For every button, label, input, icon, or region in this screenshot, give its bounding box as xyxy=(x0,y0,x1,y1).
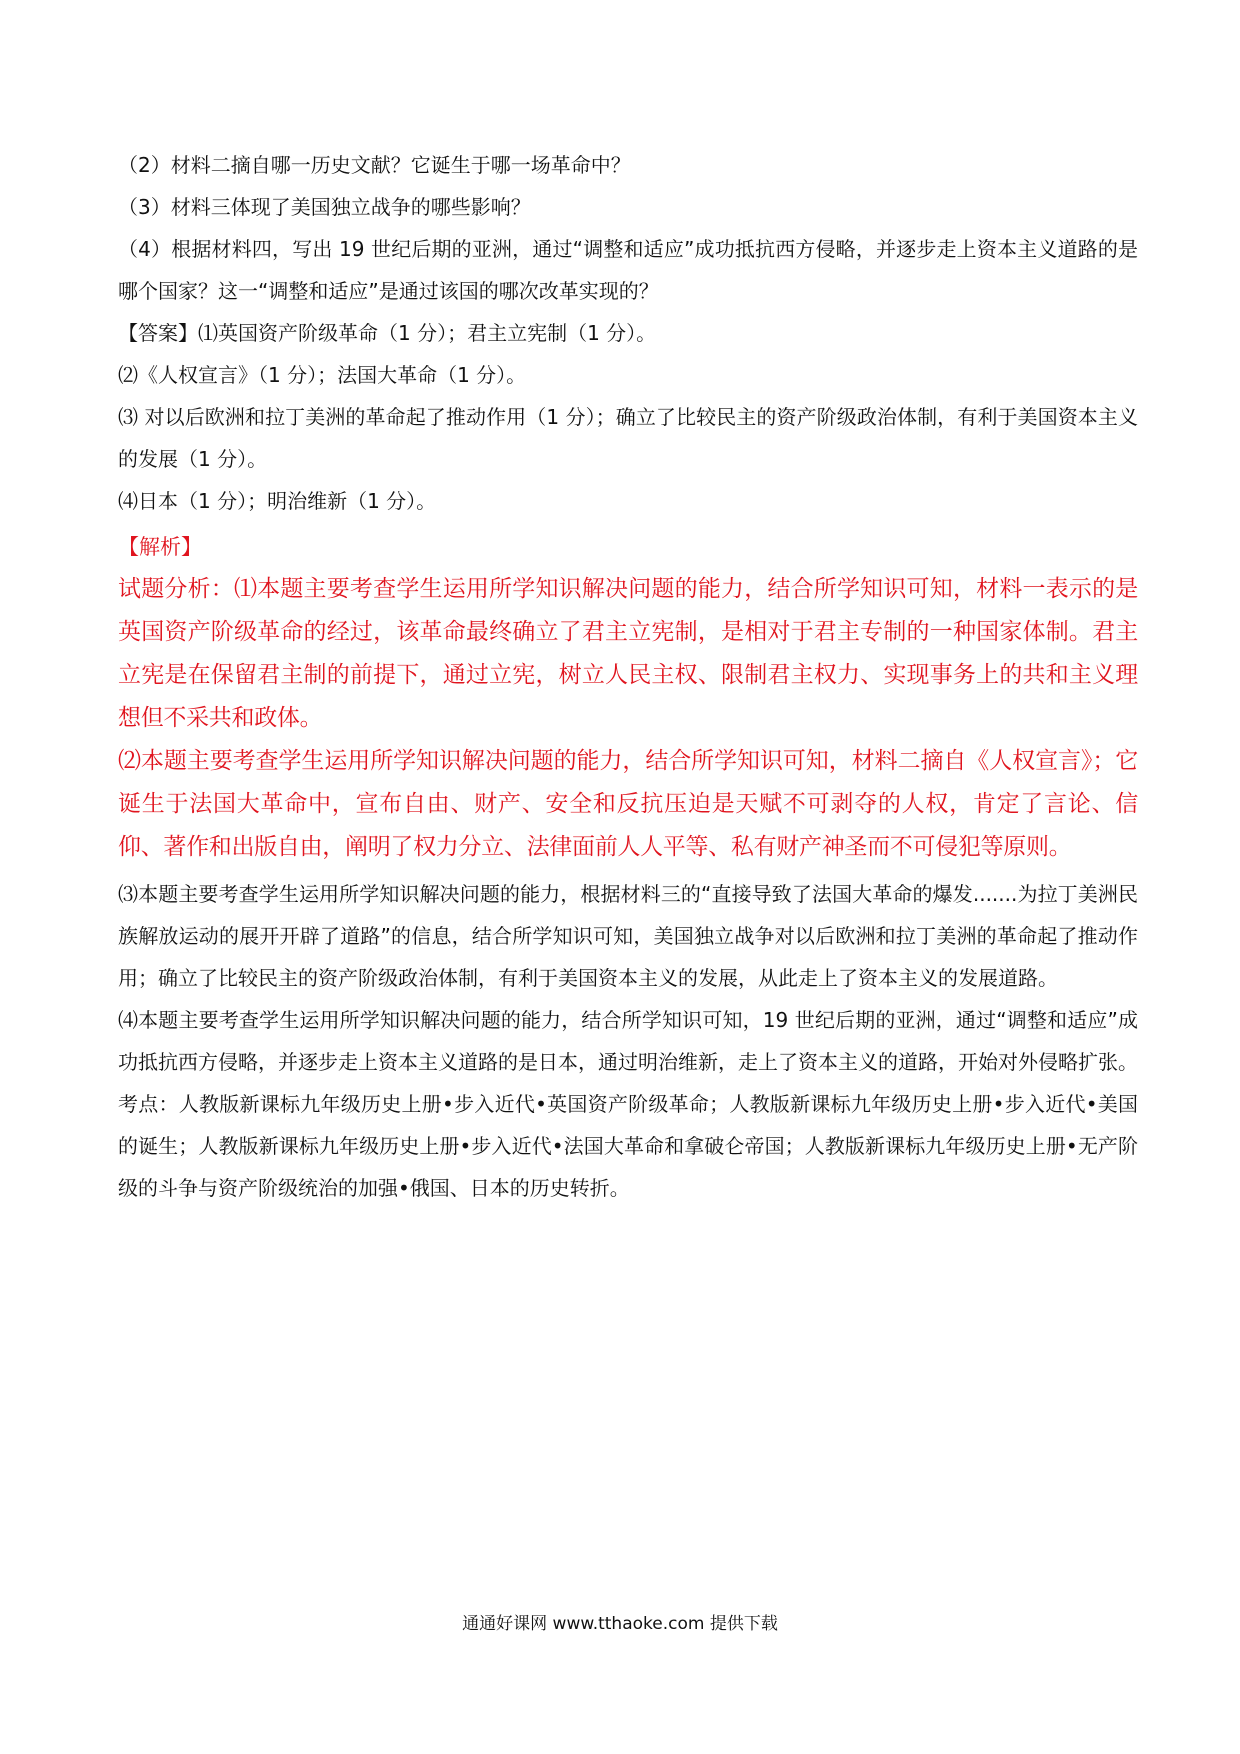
answer-1: 【答案】⑴英国资产阶级革命（1 分）；君主立宪制（1 分）。 xyxy=(118,321,657,345)
question-4: （4）根据材料四，写出 19 世纪后期的亚洲，通过“调整和适应”成功抵抗西方侵略，并逐步走上资本主义道路的是哪个国家？这一“调整和适应”是通过该国的哪次改革实现的？ xyxy=(118,237,1138,303)
answer-2: ⑵《人权宣言》（1 分）；法国大革命（1 分）。 xyxy=(118,363,527,387)
page-footer: 通通好课网 www.tthaoke.com 提供下载 xyxy=(462,1614,778,1634)
analysis-paragraph-2: ⑵本题主要考查学生运用所学知识解决问题的能力，结合所学知识可知，材料二摘自《人权宣言》；它诞生于法国大革命中，宣布自由、财产、安全和反抗压迫是天赋不可剥夺的人权，肯定了言论、信仰、著作和出版自由，阐明了权力分立、法律面前人人平等、私有财产神圣而不可侵犯等原则。 xyxy=(118,748,1138,860)
answer-4: ⑷日本（1 分）；明治维新（1 分）。 xyxy=(118,489,437,513)
answer-3: ⑶ 对以后欧洲和拉丁美洲的革命起了推动作用（1 分）；确立了比较民主的资产阶级政治体制，有利于美国资本主义的发展（1 分）。 xyxy=(118,405,1138,471)
question-2: （2）材料二摘自哪一历史文献？它诞生于哪一场革命中？ xyxy=(118,153,631,177)
question-3: （3）材料三体现了美国独立战争的哪些影响？ xyxy=(118,195,531,219)
analysis-paragraph-3: ⑶本题主要考查学生运用所学知识解决问题的能力，根据材料三的“直接导致了法国大革命的爆发.......为拉丁美洲民族解放运动的展开开辟了道路”的信息，结合所学知识可知，美国独立战争对以后欧洲和拉丁美洲的革命起了推动作用；确立了比较民主的资产阶级政治体制，有利于美国资本主义的发展，从此走上了资本主义的发展道路。 xyxy=(118,882,1138,990)
page-content xyxy=(118,144,1138,1209)
analysis-label: 【解析】 xyxy=(118,535,202,559)
kaodian-paragraph: 考点：人教版新课标九年级历史上册•步入近代•英国资产阶级革命；人教版新课标九年级历史上册•步入近代•美国的诞生；人教版新课标九年级历史上册•步入近代•法国大革命和拿破仑帝国；人教版新课标九年级历史上册•无产阶级的斗争与资产阶级统治的加强•俄国、日本的历史转折。 xyxy=(118,1092,1138,1200)
analysis-paragraph-1: 试题分析：⑴本题主要考查学生运用所学知识解决问题的能力，结合所学知识可知，材料一表示的是英国资产阶级革命的经过，该革命最终确立了君主立宪制，是相对于君主专制的一种国家体制。君主立宪是在保留君主制的前提下，通过立宪，树立人民主权、限制君主权力、实现事务上的共和主义理想但不采共和政体。 xyxy=(118,576,1138,731)
analysis-paragraph-4: ⑷本题主要考查学生运用所学知识解决问题的能力，结合所学知识可知，19 世纪后期的亚洲，通过“调整和适应”成功抵抗西方侵略，并逐步走上资本主义道路的是日本，通过明治维新，走上了资本主义的道路，开始对外侵略扩张。 xyxy=(118,1008,1138,1074)
